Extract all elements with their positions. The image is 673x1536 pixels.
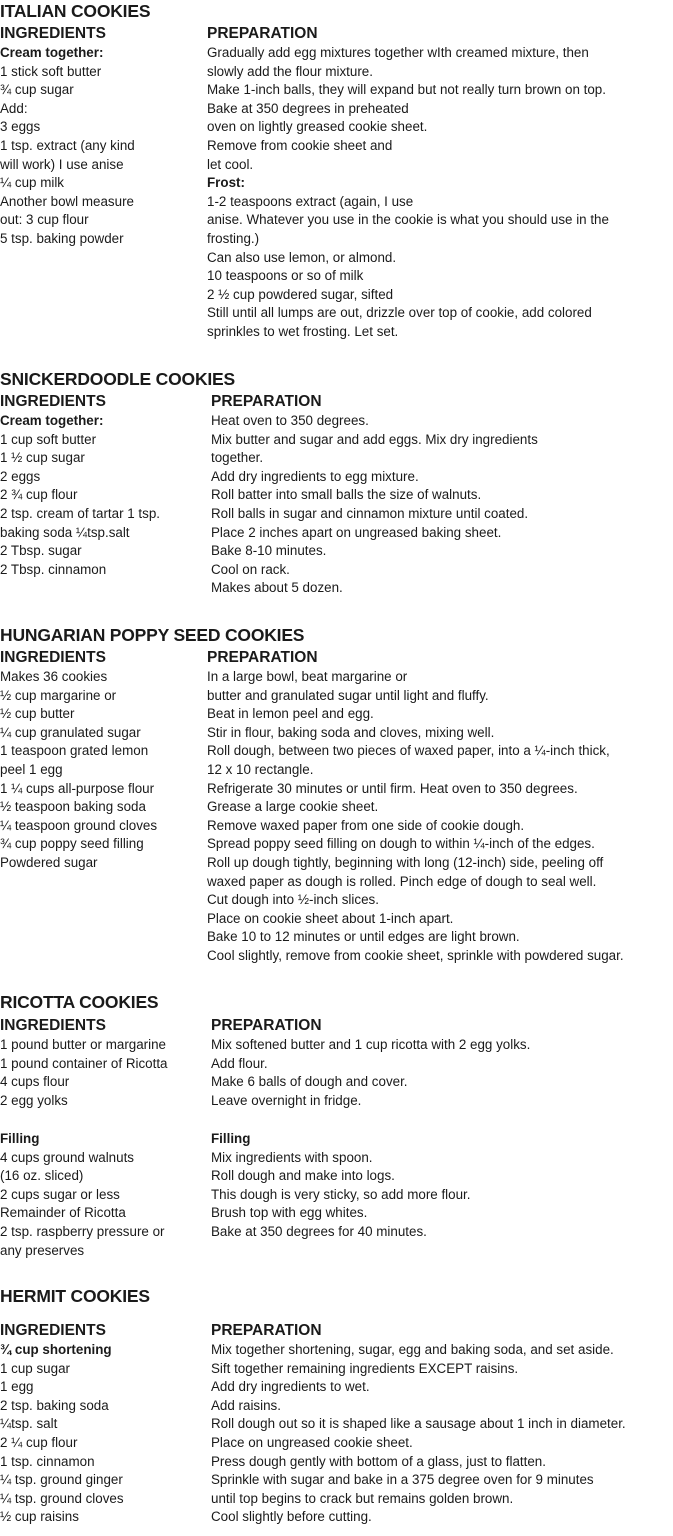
ingredient-item: ¾ cup sugar	[0, 82, 74, 98]
preparation-step: oven on lightly greased cookie sheet.	[207, 119, 428, 135]
filling-heading: Filling	[0, 1131, 40, 1146]
preparation-step: Place on cookie sheet about 1-inch apart.	[207, 910, 454, 926]
preparation-heading: PREPARATION	[207, 649, 318, 666]
preparation-step: Refrigerate 30 minutes or until firm. Heat oven to 350 degrees.	[207, 780, 578, 796]
preparation-steps	[211, 412, 538, 598]
preparation-step: Roll dough and make into logs.	[211, 1168, 395, 1184]
ingredients-heading: INGREDIENTS	[0, 1322, 106, 1339]
preparation-step: Bake 10 to 12 minutes or until edges are light brown.	[207, 929, 520, 945]
preparation-step: Cut dough into ½-inch slices.	[207, 892, 379, 908]
preparation-step: Gradually add egg mixtures together wIth creamed mixture, then	[207, 45, 589, 60]
preparation-step: together.	[211, 450, 264, 466]
ingredient-item: 3 eggs	[0, 119, 41, 135]
preparation-step: let cool.	[207, 156, 254, 172]
preparation-step: Roll batter into small balls the size of walnuts.	[211, 487, 482, 503]
recipe-title: HUNGARIAN POPPY SEED COOKIES	[0, 625, 305, 645]
ingredient-item: 2 egg yolks	[0, 1092, 68, 1108]
preparation-step: This dough is very sticky, so add more flour.	[211, 1186, 471, 1202]
preparation-step: 10 teaspoons or so of milk	[207, 268, 364, 284]
ingredient-item: ½ teaspoon baking soda	[0, 799, 146, 815]
filling-heading: Filling	[211, 1131, 251, 1146]
preparation-step: Add raisins.	[211, 1397, 281, 1413]
ingredient-list	[0, 668, 157, 873]
ingredients-heading: INGREDIENTS	[0, 25, 106, 42]
filling-ingredient-list	[0, 1149, 164, 1261]
preparation-steps	[207, 668, 624, 966]
preparation-step: Remove waxed paper from one side of cookie dough.	[207, 817, 525, 833]
ingredient-item: 1 cup soft butter	[0, 431, 97, 447]
ingredient-item: 2 tsp. cream of tartar 1 tsp.	[0, 505, 161, 521]
preparation-step: Spread poppy seed filling on dough to within ¼-inch of the edges.	[207, 836, 595, 852]
preparation-step: 1-2 teaspoons extract (again, I use	[207, 193, 414, 209]
preparation-step: Sift together remaining ingredients EXCEPT raisins.	[211, 1360, 519, 1376]
preparation-step: Frost:	[207, 175, 245, 191]
preparation-step: Can also use lemon, or almond.	[207, 249, 397, 265]
ingredient-item: 2 ¾ cup flour	[0, 487, 78, 503]
ingredient-item: 2 tsp. raspberry pressure or	[0, 1223, 165, 1239]
preparation-step: Makes about 5 dozen.	[211, 580, 343, 596]
preparation-step: Stir in flour, baking soda and cloves, mixing well.	[207, 724, 495, 740]
ingredients-heading: INGREDIENTS	[0, 393, 106, 410]
ingredient-item: ¾ cup poppy seed filling	[0, 836, 144, 852]
ingredient-item: 1 tsp. cinnamon	[0, 1453, 95, 1469]
recipe-title: ITALIAN COOKIES	[0, 1, 151, 21]
preparation-step: Bake 8-10 minutes.	[211, 543, 327, 559]
ingredients-heading: INGREDIENTS	[0, 649, 106, 666]
preparation-steps	[211, 1036, 530, 1110]
ingredient-item: Cream together:	[0, 413, 104, 428]
ingredient-item: ¼ teaspoon ground cloves	[0, 817, 158, 833]
ingredient-item: 1 pound butter or margarine	[0, 1037, 166, 1052]
preparation-step: 12 x 10 rectangle.	[207, 761, 314, 777]
preparation-step: frosting.)	[207, 230, 260, 246]
ingredient-item: (16 oz. sliced)	[0, 1168, 84, 1184]
ingredient-item: 2 Tbsp. cinnamon	[0, 561, 107, 577]
ingredient-item: will work) I use anise	[0, 156, 124, 172]
ingredient-item: Powdered sugar	[0, 854, 98, 870]
ingredient-item: Cream together:	[0, 45, 104, 60]
ingredient-item: ½ cup raisins	[0, 1509, 79, 1525]
ingredient-list	[0, 412, 160, 579]
ingredient-item: 2 tsp. baking soda	[0, 1397, 109, 1413]
preparation-step: Bake at 350 degrees for 40 minutes.	[211, 1223, 427, 1239]
ingredient-item: Makes 36 cookies	[0, 669, 108, 684]
ingredient-item: ¼ tsp. ground cloves	[0, 1490, 124, 1506]
preparation-step: Brush top with egg whites.	[211, 1205, 368, 1221]
preparation-step: waxed paper as dough is rolled. Pinch edge of dough to seal well.	[207, 873, 597, 889]
ingredient-item: baking soda ¼tsp.salt	[0, 524, 130, 540]
ingredient-item: 1 ¼ cups all-purpose flour	[0, 780, 155, 796]
ingredient-item: 5 tsp. baking powder	[0, 230, 124, 246]
preparation-step: Mix softened butter and 1 cup ricotta with 2 egg yolks.	[211, 1037, 531, 1052]
preparation-heading: PREPARATION	[211, 393, 322, 410]
preparation-column	[207, 648, 624, 966]
preparation-step: Roll dough, between two pieces of waxed paper, into a ¼-inch thick,	[207, 743, 610, 759]
ingredient-item: 2 ¼ cup flour	[0, 1434, 78, 1450]
preparation-step: Mix together shortening, sugar, egg and baking soda, and set aside.	[211, 1342, 614, 1357]
preparation-column	[211, 392, 538, 598]
ingredient-list	[0, 44, 135, 249]
preparation-step: Roll dough out so it is shaped like a sausage about 1 inch in diameter.	[211, 1416, 626, 1432]
preparation-step: Cool slightly, remove from cookie sheet, sprinkle with powdered sugar.	[207, 947, 624, 963]
preparation-step: Mix ingredients with spoon.	[211, 1149, 373, 1165]
ingredient-item: 1 egg	[0, 1379, 34, 1395]
preparation-steps	[207, 44, 609, 342]
ingredient-item: 1 ½ cup sugar	[0, 450, 85, 466]
filling-ingredients-column	[0, 1130, 164, 1260]
ingredient-item: ¼ cup granulated sugar	[0, 724, 141, 740]
ingredient-item: ¼ cup milk	[0, 175, 64, 191]
ingredient-item: Add:	[0, 100, 28, 116]
ingredient-item: Remainder of Ricotta	[0, 1205, 126, 1221]
preparation-step: Remove from cookie sheet and	[207, 137, 393, 153]
ingredient-list	[0, 1036, 168, 1110]
preparation-heading: PREPARATION	[211, 1017, 322, 1034]
preparation-step: Sprinkle with sugar and bake in a 375 degree oven for 9 minutes	[211, 1472, 594, 1488]
ingredient-item: 4 cups ground walnuts	[0, 1149, 134, 1165]
ingredient-item: 2 Tbsp. sugar	[0, 543, 82, 559]
ingredients-column	[0, 392, 160, 579]
preparation-step: slowly add the flour mixture.	[207, 63, 373, 79]
preparation-step: until top begins to crack but remains golden brown.	[211, 1490, 514, 1506]
ingredients-column	[0, 1321, 124, 1527]
preparation-heading: PREPARATION	[207, 25, 318, 42]
ingredient-item: ¼tsp. salt	[0, 1416, 58, 1432]
ingredient-item: 2 cups sugar or less	[0, 1186, 120, 1202]
ingredient-item: Another bowl measure	[0, 193, 134, 209]
ingredient-item: 1 pound container of Ricotta	[0, 1055, 168, 1071]
preparation-step: sprinkles to wet frosting. Let set.	[207, 323, 399, 339]
ingredient-item: 1 stick soft butter	[0, 63, 102, 79]
ingredient-item: peel 1 egg	[0, 761, 63, 777]
ingredient-item: out: 3 cup flour	[0, 212, 89, 228]
ingredients-column	[0, 1016, 168, 1110]
preparation-heading: PREPARATION	[211, 1322, 322, 1339]
preparation-step: 2 ½ cup powdered sugar, sifted	[207, 286, 394, 302]
preparation-step: anise. Whatever you use in the cookie is what you should use in the	[207, 212, 609, 228]
preparation-step: butter and granulated sugar until light and fluffy.	[207, 687, 489, 703]
preparation-step: Bake at 350 degrees in preheated	[207, 100, 409, 116]
preparation-column	[211, 1016, 530, 1110]
recipe-title: SNICKERDOODLE COOKIES	[0, 369, 235, 389]
recipe-title: HERMIT COOKIES	[0, 1286, 150, 1306]
ingredient-list	[0, 1341, 124, 1527]
preparation-step: Make 6 balls of dough and cover.	[211, 1074, 408, 1090]
ingredient-item: ¾ cup shortening	[0, 1342, 112, 1357]
preparation-step: Mix butter and sugar and add eggs. Mix dry ingredients	[211, 431, 538, 447]
ingredient-item: ½ cup butter	[0, 706, 75, 722]
recipe-title: RICOTTA COOKIES	[0, 992, 159, 1012]
preparation-step: Still until all lumps are out, drizzle over top of cookie, add colored	[207, 305, 592, 321]
ingredient-item: 1 teaspoon grated lemon	[0, 743, 149, 759]
preparation-column	[211, 1321, 626, 1527]
preparation-step: Roll up dough tightly, beginning with long (12-inch) side, peeling off	[207, 854, 604, 870]
ingredient-item: 4 cups flour	[0, 1074, 70, 1090]
preparation-column	[207, 24, 609, 342]
preparation-steps	[211, 1341, 626, 1527]
ingredients-column	[0, 24, 135, 249]
ingredient-item: 1 cup sugar	[0, 1360, 70, 1376]
preparation-step: Cool slightly before cutting.	[211, 1509, 372, 1525]
ingredient-item: 1 tsp. extract (any kind	[0, 137, 135, 153]
preparation-step: Make 1-inch balls, they will expand but not really turn brown on top.	[207, 82, 606, 98]
preparation-step: Cool on rack.	[211, 561, 290, 577]
preparation-step: Place 2 inches apart on ungreased baking sheet.	[211, 524, 502, 540]
preparation-step: Place on ungreased cookie sheet.	[211, 1434, 413, 1450]
ingredients-column	[0, 648, 157, 873]
preparation-step: Leave overnight in fridge.	[211, 1092, 362, 1108]
preparation-step: Add flour.	[211, 1055, 268, 1071]
filling-preparation-steps	[211, 1149, 471, 1242]
preparation-step: Add dry ingredients to wet.	[211, 1379, 370, 1395]
ingredients-heading: INGREDIENTS	[0, 1017, 106, 1034]
preparation-step: Press dough gently with bottom of a glass, just to flatten.	[211, 1453, 546, 1469]
ingredient-item: 2 eggs	[0, 468, 41, 484]
ingredient-item: any preserves	[0, 1242, 85, 1258]
preparation-step: Grease a large cookie sheet.	[207, 799, 379, 815]
ingredient-item: ¼ tsp. ground ginger	[0, 1472, 123, 1488]
ingredient-item: ½ cup margarine or	[0, 687, 117, 703]
filling-preparation-column	[211, 1130, 471, 1242]
preparation-step: Roll balls in sugar and cinnamon mixture until coated.	[211, 505, 529, 521]
preparation-step: Add dry ingredients to egg mixture.	[211, 468, 419, 484]
preparation-step: Heat oven to 350 degrees.	[211, 413, 369, 428]
preparation-step: Beat in lemon peel and egg.	[207, 706, 374, 722]
preparation-step: In a large bowl, beat margarine or	[207, 669, 408, 684]
